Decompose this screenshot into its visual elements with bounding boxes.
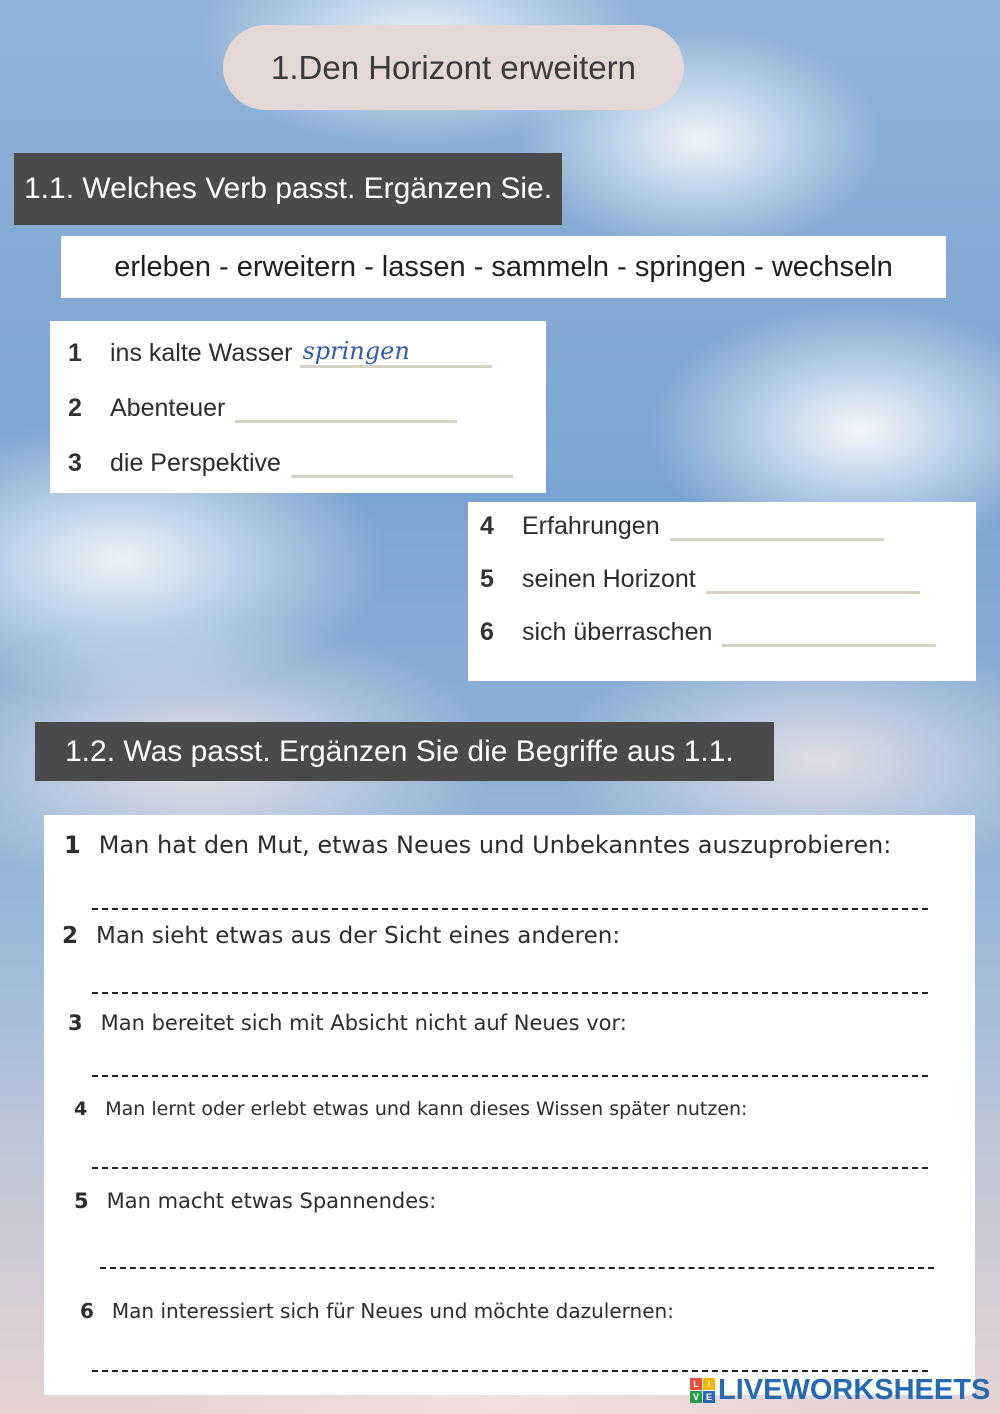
logo-mark-icon: L I V E xyxy=(690,1378,715,1403)
question-text: Man lernt oder erlebt etwas und kann dieses Wissen später nutzen: xyxy=(105,1098,748,1120)
answer-field-6[interactable] xyxy=(722,614,936,647)
item-number: 1 xyxy=(68,339,82,367)
question-number: 2 xyxy=(62,923,79,949)
answer-line-6[interactable] xyxy=(92,1370,928,1372)
question-5 xyxy=(74,1189,436,1213)
item-number: 2 xyxy=(68,394,82,422)
question-text: Man interessiert sich für Neues und möchte dazulernen: xyxy=(111,1299,674,1323)
exercise-item-2 xyxy=(68,390,457,423)
question-text: Man sieht etwas aus der Sicht eines anderen: xyxy=(96,923,621,949)
exercise-item-6 xyxy=(480,614,936,647)
answer-line-2[interactable] xyxy=(92,992,928,994)
answer-field-4[interactable] xyxy=(670,508,884,541)
exercise-item-4 xyxy=(480,508,884,541)
exercise-box-items-1-3 xyxy=(50,321,546,493)
exercise-item-5 xyxy=(480,561,920,594)
question-4 xyxy=(74,1098,747,1120)
question-3 xyxy=(68,1011,627,1035)
item-text: Erfahrungen xyxy=(522,512,660,540)
answer-field-5[interactable] xyxy=(706,561,920,594)
answer-line-5[interactable] xyxy=(100,1267,934,1269)
answer-line-3[interactable] xyxy=(92,1075,928,1077)
question-number: 6 xyxy=(80,1299,94,1323)
item-text: seinen Horizont xyxy=(522,565,696,593)
item-text: Abenteuer xyxy=(110,394,226,422)
item-number: 5 xyxy=(480,565,494,593)
question-number: 3 xyxy=(68,1011,83,1035)
question-number: 5 xyxy=(74,1189,89,1213)
exercise-box-items-4-6 xyxy=(468,502,976,681)
answer-field-1[interactable] xyxy=(300,335,492,368)
answer-line-4[interactable] xyxy=(92,1167,928,1169)
question-6 xyxy=(80,1299,674,1323)
item-number: 3 xyxy=(68,449,82,477)
question-number: 4 xyxy=(74,1098,88,1120)
question-text: Man macht etwas Spannendes: xyxy=(106,1189,437,1213)
exercise-item-3 xyxy=(68,445,513,478)
answer-text: springen xyxy=(302,337,410,365)
logo-text: LIVEWORKSHEETS xyxy=(718,1373,991,1406)
item-text: ins kalte Wasser xyxy=(110,339,293,367)
question-text: Man bereitet sich mit Absicht nicht auf Neues vor: xyxy=(100,1011,627,1035)
question-number: 1 xyxy=(64,831,81,859)
question-1 xyxy=(64,831,891,859)
answer-field-2[interactable] xyxy=(235,390,457,423)
definitions-box xyxy=(44,815,975,1395)
answer-line-1[interactable] xyxy=(92,908,928,910)
answer-field-3[interactable] xyxy=(291,445,513,478)
section-1-heading: 1.1. Welches Verb passt. Ergänzen Sie. xyxy=(14,153,562,225)
page-title: 1.Den Horizont erweitern xyxy=(223,25,684,110)
exercise-item-1 xyxy=(68,335,492,368)
liveworksheets-logo xyxy=(690,1373,990,1407)
item-text: die Perspektive xyxy=(110,449,281,477)
word-bank: erleben - erweitern - lassen - sammeln - springen - wechseln xyxy=(61,236,946,298)
section-2-heading: 1.2. Was passt. Ergänzen Sie die Begriffe aus 1.1. xyxy=(35,722,774,781)
item-text: sich überraschen xyxy=(522,618,713,646)
item-number: 6 xyxy=(480,618,494,646)
question-text: Man hat den Mut, etwas Neues und Unbekanntes auszuprobieren: xyxy=(98,831,892,859)
item-number: 4 xyxy=(480,512,494,540)
question-2 xyxy=(62,923,620,949)
